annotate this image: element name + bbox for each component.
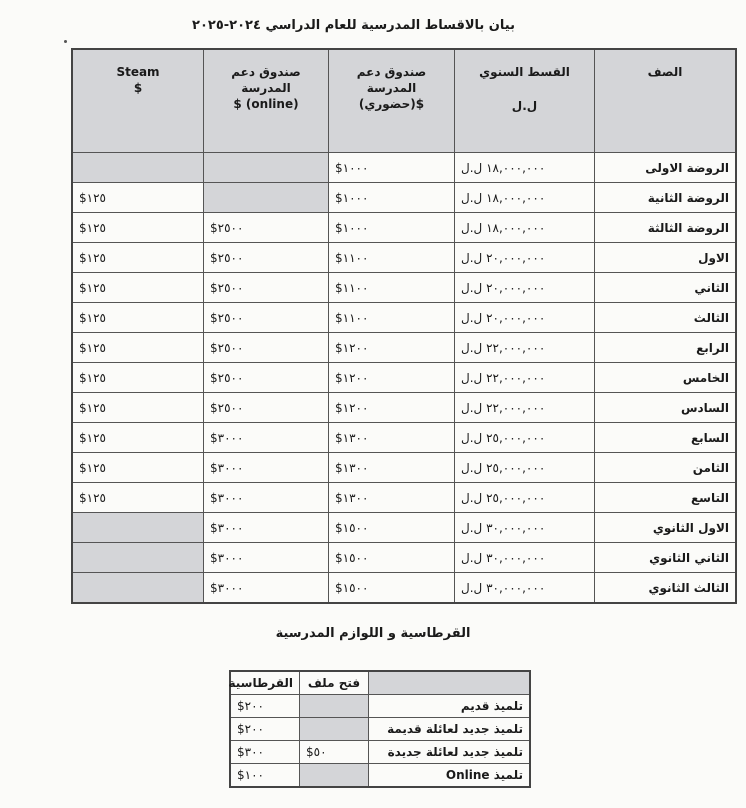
annual-fee-cell: ٢٢,٠٠٠,٠٠٠ ل.ل	[455, 333, 595, 363]
online-fund-cell: $٣٠٠٠	[204, 423, 329, 453]
steam-cell	[72, 153, 204, 183]
file-opening-cell	[300, 718, 369, 741]
onsite-fund-cell: $١٢٠٠	[329, 393, 455, 423]
supplies-row	[230, 764, 530, 788]
onsite-fund-cell: $١٣٠٠	[329, 453, 455, 483]
steam-cell: $١٢٥	[72, 363, 204, 393]
onsite-fund-cell: $١٢٠٠	[329, 333, 455, 363]
steam-cell: $١٢٥	[72, 243, 204, 273]
grade-cell: الاول	[595, 243, 737, 273]
grade-cell: الروضة الثانية	[595, 183, 737, 213]
header-support-fund-onsite	[329, 49, 455, 153]
fee-row	[72, 513, 736, 543]
steam-cell: $١٢٥	[72, 393, 204, 423]
supplies-table-body	[230, 695, 530, 788]
online-fund-cell: $٢٥٠٠	[204, 333, 329, 363]
header-stationery: القرطاسية	[230, 671, 300, 695]
annual-fee-cell: ١٨,٠٠٠,٠٠٠ ل.ل	[455, 213, 595, 243]
online-fund-cell: $٣٠٠٠	[204, 573, 329, 604]
steam-cell: $١٢٥	[72, 303, 204, 333]
annual-fee-cell: ٣٠,٠٠٠,٠٠٠ ل.ل	[455, 573, 595, 604]
fee-row	[72, 153, 736, 183]
fee-row	[72, 573, 736, 604]
online-fund-cell: $٣٠٠٠	[204, 543, 329, 573]
grade-cell: التاسع	[595, 483, 737, 513]
header-grade	[595, 49, 737, 153]
stationery-cell: $١٠٠	[230, 764, 300, 788]
header-student-type	[369, 671, 531, 695]
header-onsite-line1: صندوق دعم	[356, 65, 427, 79]
grade-cell: الثامن	[595, 453, 737, 483]
fee-row	[72, 183, 736, 213]
onsite-fund-cell: $١٠٠٠	[329, 213, 455, 243]
steam-cell: $١٢٥	[72, 183, 204, 213]
steam-cell: $١٢٥	[72, 333, 204, 363]
steam-cell: $١٢٥	[72, 453, 204, 483]
onsite-fund-cell: $١١٠٠	[329, 273, 455, 303]
fee-row	[72, 543, 736, 573]
header-online-line3: $ (online)	[233, 97, 299, 111]
onsite-fund-cell: $١٥٠٠	[329, 543, 455, 573]
fee-row	[72, 423, 736, 453]
online-fund-cell: $٣٠٠٠	[204, 513, 329, 543]
header-online-line2: المدرسة	[241, 81, 291, 95]
fee-row	[72, 273, 736, 303]
annual-fee-cell: ٢٥,٠٠٠,٠٠٠ ل.ل	[455, 453, 595, 483]
header-steam-currency: $	[133, 81, 143, 95]
grade-cell: السادس	[595, 393, 737, 423]
student-type-cell: تلميذ Online	[369, 764, 531, 788]
online-fund-cell: $٢٥٠٠	[204, 243, 329, 273]
fee-row	[72, 303, 736, 333]
fees-header-row	[72, 49, 736, 153]
onsite-fund-cell: $١١٠٠	[329, 303, 455, 333]
supplies-header-row	[230, 671, 530, 695]
online-fund-cell: $٢٥٠٠	[204, 393, 329, 423]
onsite-fund-cell: $١١٠٠	[329, 243, 455, 273]
header-support-fund-online	[204, 49, 329, 153]
fees-table-body	[72, 153, 736, 604]
header-grade-label: الصف	[647, 65, 683, 79]
steam-cell: $١٢٥	[72, 273, 204, 303]
online-fund-cell: $٢٥٠٠	[204, 213, 329, 243]
onsite-fund-cell: $١٥٠٠	[329, 573, 455, 604]
steam-cell: $١٢٥	[72, 213, 204, 243]
file-opening-cell	[300, 695, 369, 718]
supplies-title: القرطاسية و اللوازم المدرسية	[275, 626, 471, 641]
annual-fee-cell: ٢٥,٠٠٠,٠٠٠ ل.ل	[455, 423, 595, 453]
fee-row	[72, 393, 736, 423]
student-type-cell: تلميذ جديد لعائلة جديدة	[369, 741, 531, 764]
header-annual-currency: ل.ل	[511, 99, 538, 113]
online-fund-cell: $٢٥٠٠	[204, 363, 329, 393]
onsite-fund-cell: $١٠٠٠	[329, 153, 455, 183]
annual-fee-cell: ١٨,٠٠٠,٠٠٠ ل.ل	[455, 153, 595, 183]
header-onsite-line3: (حضوري)$	[358, 97, 425, 111]
header-annual-fee	[455, 49, 595, 153]
grade-cell: الرابع	[595, 333, 737, 363]
annual-fee-cell: ٢٥,٠٠٠,٠٠٠ ل.ل	[455, 483, 595, 513]
fee-row	[72, 363, 736, 393]
header-annual-label: القسط السنوي	[479, 65, 570, 79]
supplies-row	[230, 695, 530, 718]
stationery-cell: $٢٠٠	[230, 695, 300, 718]
annual-fee-cell: ٢٢,٠٠٠,٠٠٠ ل.ل	[455, 393, 595, 423]
onsite-fund-cell: $١٣٠٠	[329, 423, 455, 453]
file-opening-cell	[300, 764, 369, 788]
annual-fee-cell: ١٨,٠٠٠,٠٠٠ ل.ل	[455, 183, 595, 213]
supplies-row	[230, 741, 530, 764]
student-type-cell: تلميذ جديد لعائلة قديمة	[369, 718, 531, 741]
student-type-cell: تلميذ قديم	[369, 695, 531, 718]
header-file-opening: فتح ملف	[300, 671, 369, 695]
annual-fee-cell: ٢٠,٠٠٠,٠٠٠ ل.ل	[455, 303, 595, 333]
online-fund-cell: $٣٠٠٠	[204, 483, 329, 513]
online-fund-cell	[204, 183, 329, 213]
stationery-cell: $٢٠٠	[230, 718, 300, 741]
grade-cell: الثالث	[595, 303, 737, 333]
file-opening-cell: $٥٠	[300, 741, 369, 764]
page-title: بيان بالاقساط المدرسية للعام الدراسي ٢٠٢٤-٢٠٢٥	[192, 18, 515, 33]
steam-cell: $١٢٥	[72, 483, 204, 513]
grade-cell: الاول الثانوي	[595, 513, 737, 543]
steam-cell	[72, 573, 204, 604]
fee-row	[72, 243, 736, 273]
grade-cell: الثاني الثانوي	[595, 543, 737, 573]
steam-cell	[72, 513, 204, 543]
grade-cell: السابع	[595, 423, 737, 453]
steam-cell	[72, 543, 204, 573]
grade-cell: الروضة الاولى	[595, 153, 737, 183]
onsite-fund-cell: $١٣٠٠	[329, 483, 455, 513]
online-fund-cell: $٢٥٠٠	[204, 303, 329, 333]
supplies-table	[229, 670, 531, 788]
fee-row	[72, 213, 736, 243]
grade-cell: الروضة الثالثة	[595, 213, 737, 243]
supplies-row	[230, 718, 530, 741]
header-online-line1: صندوق دعم	[231, 65, 301, 79]
header-onsite-line2: المدرسة	[366, 81, 417, 95]
grade-cell: الثاني	[595, 273, 737, 303]
annual-fee-cell: ٢٠,٠٠٠,٠٠٠ ل.ل	[455, 243, 595, 273]
grade-cell: الخامس	[595, 363, 737, 393]
annual-fee-cell: ٢٢,٠٠٠,٠٠٠ ل.ل	[455, 363, 595, 393]
grade-cell: الثالث الثانوي	[595, 573, 737, 604]
steam-cell: $١٢٥	[72, 423, 204, 453]
online-fund-cell	[204, 153, 329, 183]
fee-row	[72, 483, 736, 513]
online-fund-cell: $٢٥٠٠	[204, 273, 329, 303]
fees-table	[71, 48, 737, 604]
online-fund-cell: $٣٠٠٠	[204, 453, 329, 483]
header-steam	[72, 49, 204, 153]
fee-row	[72, 453, 736, 483]
scan-speck	[64, 40, 67, 43]
header-steam-label: Steam	[116, 65, 160, 79]
annual-fee-cell: ٢٠,٠٠٠,٠٠٠ ل.ل	[455, 273, 595, 303]
stationery-cell: $٣٠٠	[230, 741, 300, 764]
annual-fee-cell: ٣٠,٠٠٠,٠٠٠ ل.ل	[455, 513, 595, 543]
onsite-fund-cell: $١٢٠٠	[329, 363, 455, 393]
fee-row	[72, 333, 736, 363]
annual-fee-cell: ٣٠,٠٠٠,٠٠٠ ل.ل	[455, 543, 595, 573]
onsite-fund-cell: $١٠٠٠	[329, 183, 455, 213]
onsite-fund-cell: $١٥٠٠	[329, 513, 455, 543]
